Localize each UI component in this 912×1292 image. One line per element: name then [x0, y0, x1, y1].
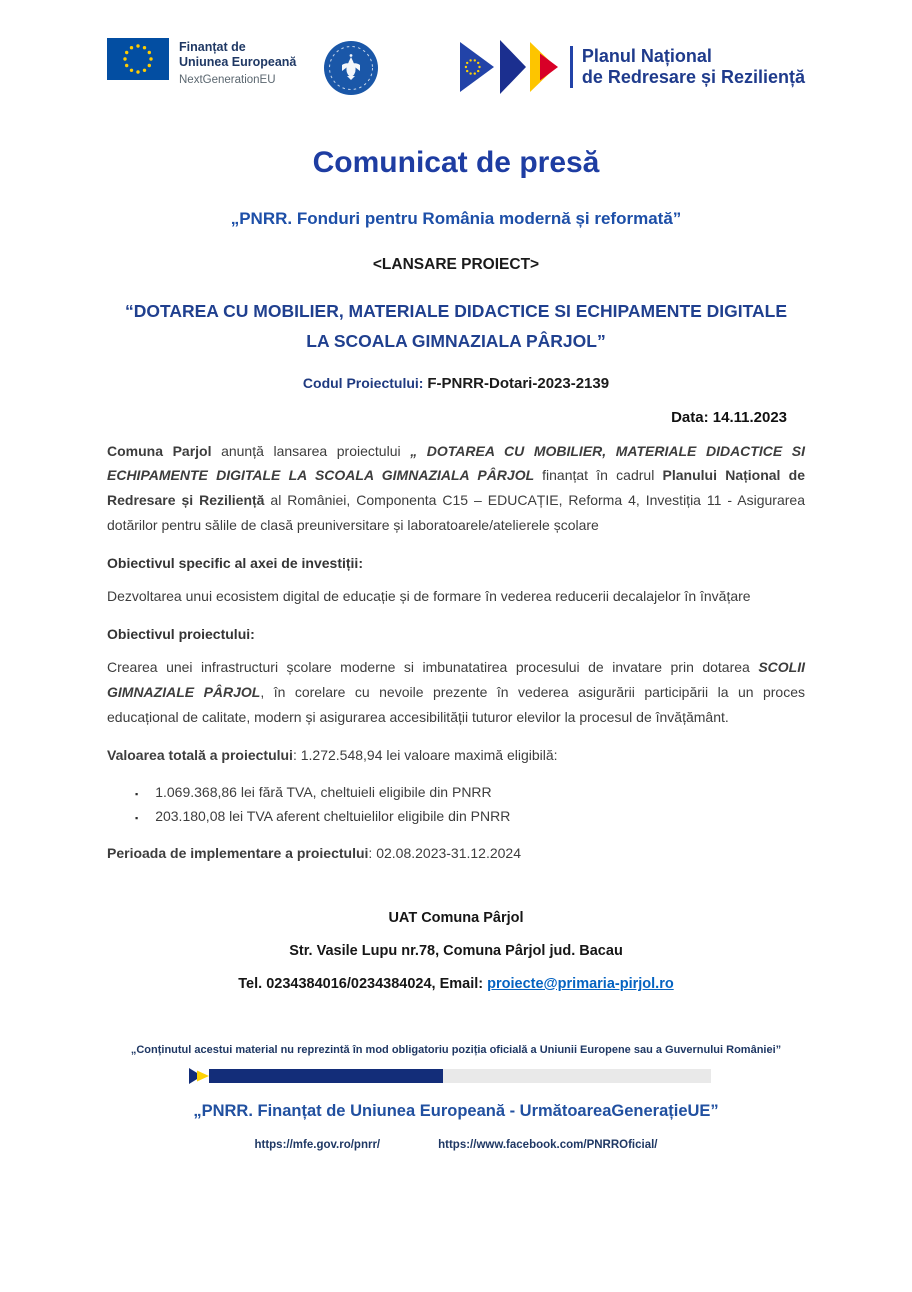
eu-flag-icon: [107, 38, 169, 80]
eu-funded-logo: [107, 38, 296, 87]
date-line: Data: 14.11.2023: [671, 408, 787, 426]
list-item: [135, 780, 805, 804]
eu-funded-line2: Uniunea Europeană: [179, 55, 297, 70]
pnrr-arrows-icon: [460, 38, 560, 96]
double-chevron-icon: [189, 1067, 215, 1085]
total-value-text: : 1.272.548,94 lei valoare maximă eligibilă:: [292, 746, 558, 763]
commune-name: Comuna Parjol: [107, 442, 222, 459]
pnrr-subtitle: „PNRR. Fonduri pentru România modernă și reformată”: [230, 209, 682, 228]
facebook-link[interactable]: https://www.facebook.com/PNRROficial/: [438, 1138, 658, 1151]
logo-header: [107, 38, 805, 104]
intro-paragraph: [107, 439, 805, 539]
project-objective-paragraph: [107, 655, 805, 730]
section-heading-project-objective: Obiectivul proiectului:: [107, 626, 255, 643]
intro-text-3: al României, Componenta C15 – EDUCAȚIE, Reforma 4, Investiția 11 - Asigurarea dotărilor pentru sălile de clasă preuniversitare și laboratoarele/atelierele școlare: [107, 492, 805, 534]
value-breakdown-list: [107, 780, 805, 828]
eu-funded-line1: Finanțat de: [179, 40, 246, 54]
project-code-label: Codul Proiectului:: [302, 374, 428, 391]
bullet-text-vat: 203.180,08 lei TVA aferent cheltuielilor eligibile din PNRR: [155, 807, 511, 824]
implementation-period-line: [107, 841, 805, 866]
project-title-line1: “DOTAREA CU MOBILIER, MATERIALE DIDACTICE SI ECHIPAMENTE DIGITALE: [124, 301, 788, 321]
objective-text-2: , în corelare cu nevoile prezente în vederea asigurării participării la un proces educațional de calitate, modern și asigurarea accesibilității tuturor elevilor la procesul de învățământ.: [107, 683, 806, 725]
page-title: Comunicat de presă: [312, 146, 600, 179]
pnrr-logo-line1: Planul Național: [581, 45, 712, 66]
period-text: : 02.08.2023-31.12.2024: [368, 844, 521, 861]
footer-progress-bar: [189, 1067, 805, 1085]
footer-links: [107, 1139, 805, 1151]
pnrr-logo-line2: de Redresare și Reziliență: [581, 67, 805, 87]
launch-project-tag: <LANSARE PROIECT>: [372, 256, 540, 273]
total-value-label: Valoarea totală a proiectului: [107, 746, 293, 763]
contact-email-link[interactable]: proiecte@primaria-pirjol.ro: [487, 975, 674, 992]
project-title-line2: LA SCOALA GIMNAZIALA PÂRJOL”: [306, 330, 606, 351]
eu-funded-line3: NextGenerationEU: [179, 73, 276, 86]
section-heading-axis-objective: Obiectivul specific al axei de investiții:: [107, 555, 363, 572]
disclaimer-text: „Conținutul acestui material nu reprezintă în mod obligatoriu poziția oficială a Uniunii Europene sau a Guvernului României”: [130, 1043, 782, 1056]
total-value-line: [107, 743, 805, 768]
mfe-link[interactable]: https://mfe.gov.ro/pnrr/: [254, 1138, 381, 1151]
contact-entity: UAT Comuna Pârjol: [388, 909, 524, 926]
bar-gray-segment: [443, 1069, 711, 1083]
intro-text-2: finanțat în cadrul: [542, 467, 663, 484]
list-item: [135, 804, 805, 828]
eu-funded-text: [179, 38, 296, 87]
school-name-inline: SCOLII GIMNAZIALE PÂRJOL: [107, 659, 805, 700]
contact-phone-prefix: Tel. 0234384016/0234384024, Email:: [238, 975, 488, 992]
pnrr-logo-text: [570, 46, 805, 88]
objective-text-1: Crearea unei infrastructuri școlare moderne si imbunatatirea procesului de invatare prin dotarea: [107, 659, 759, 676]
project-title: [107, 297, 805, 357]
project-code-line: [107, 375, 805, 392]
axis-objective-paragraph: Dezvoltarea unui ecosistem digital de educație și de formare în vederea reducerii decalajelor în învățare: [107, 588, 751, 605]
bullet-text-no-vat: 1.069.368,86 lei fără TVA, cheltuieli eligibile din PNRR: [155, 783, 492, 800]
project-code-value: F-PNRR-Dotari-2023-2139: [427, 374, 610, 392]
project-name-inline: „ DOTAREA CU MOBILIER, MATERIALE DIDACTICE SI ECHIPAMENTE DIGITALE LA SCOALA GIMNAZIALA PÂRJOL: [107, 442, 805, 484]
bullet-icon: ▪: [135, 812, 139, 823]
contact-phone-email: [107, 976, 805, 992]
pnrr-logo: [460, 38, 805, 96]
bar-navy-segment: [209, 1069, 443, 1083]
pnrr-slogan: „PNRR. Finanțat de Uniunea Europeană - UrmătoareaGenerațieUE”: [193, 1101, 719, 1120]
contact-block: [107, 910, 805, 992]
intro-text: anunță lansarea proiectului: [221, 442, 411, 459]
bullet-icon: ▪: [135, 788, 139, 799]
period-label: Perioada de implementare a proiectului: [107, 844, 369, 861]
government-seal-icon: [322, 38, 380, 102]
pnrr-plan-name: Planului Național de Redresare și Reziliență: [107, 467, 805, 509]
contact-address: Str. Vasile Lupu nr.78, Comuna Pârjol jud. Bacau: [289, 942, 623, 959]
